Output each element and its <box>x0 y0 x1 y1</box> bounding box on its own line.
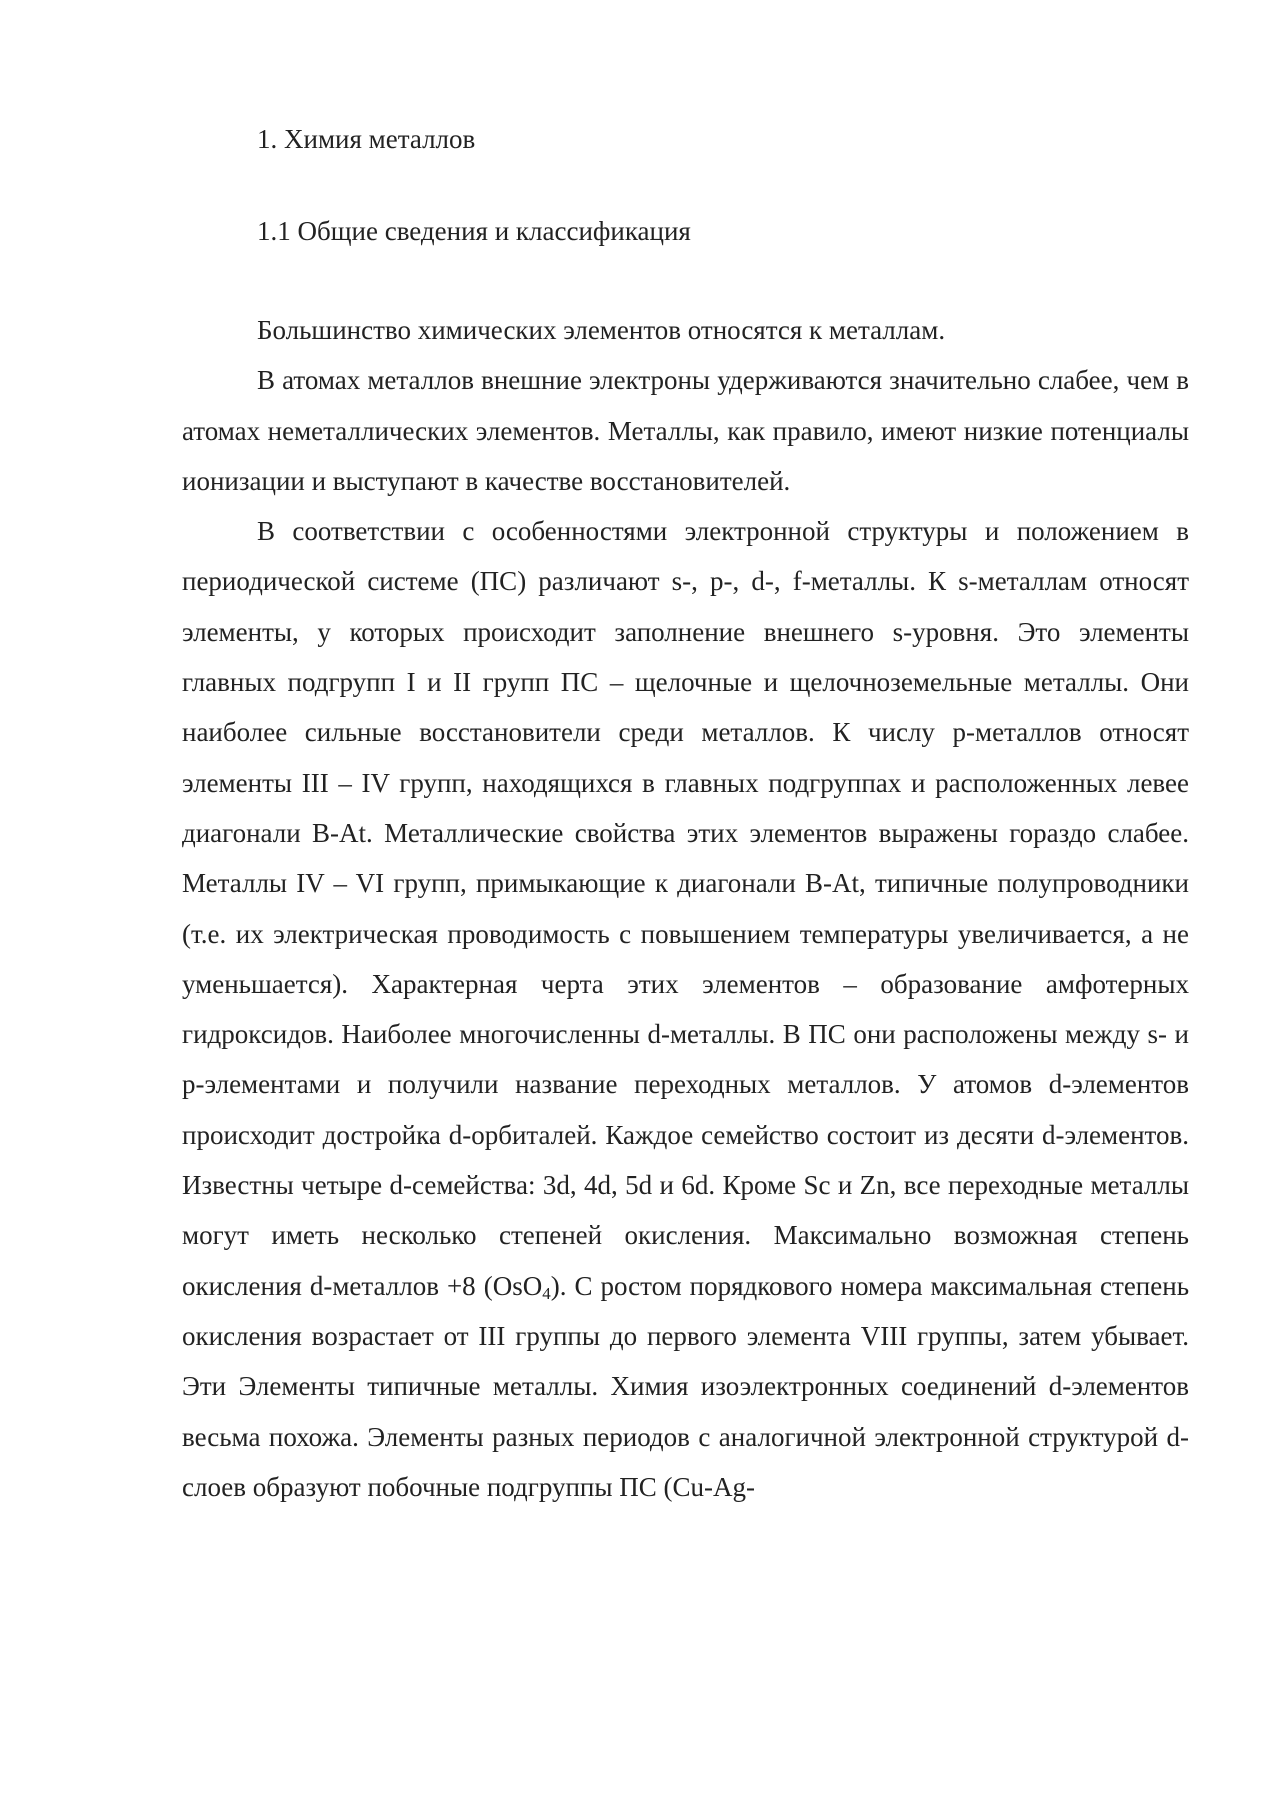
paragraph-3 <box>182 506 1189 1512</box>
paragraph-1: Большинство химических элементов относятся к металлам. <box>257 315 946 345</box>
paragraph-3-text-before-subscript: В соответствии с особенностями электронной структуры и положением в периодической системе (ПС) различают s-, p-, d-, f-металлы. К s-металлам относят элементы, у которых происходит заполнение внешнего s-уровня. Это элементы главных подгрупп I и II групп ПС – щелочные и щелочноземельные металлы. Они наиболее сильные восстановители среди металлов. К числу p-металлов относят элементы III – IV групп, находящихся в главных подгруппах и расположенных левее диагонали B-At. Металлические свойства этих элементов выражены гораздо слабее. Металлы IV – VI групп, примыкающие к диагонали B-At, типичные полупроводники (т.е. их электрическая проводимость с повышением температуры увеличивается, а не уменьшается). Характерная черта этих элементов – образование амфотерных гидроксидов. Наиболее многочисленны d-металлы. В ПС они расположены между s- и p-элементами и получили название переходных металлов. У атомов d-элементов происходит достройка d-орбиталей. Каждое семейство состоит из десяти d-элементов. Известны четыре d-семейства: 3d, 4d, 5d и 6d. Кроме Sc и Zn, все переходные металлы могут иметь несколько степеней окисления. Максимально возможная степень окисления d-металлов +8 (OsO <box>182 516 1190 1301</box>
paragraph-2: В атомах металлов внешние электроны удерживаются значительно слабее, чем в атомах неметаллических элементов. Металлы, как правило, имеют низкие потенциалы ионизации и выступают в качестве восстановителей. <box>182 365 1189 496</box>
osmium-oxide-subscript: 4 <box>542 1283 551 1303</box>
chapter-title: 1. Химия металлов <box>257 124 476 154</box>
paragraph-3-text-after-subscript: ). С ростом порядкового номера максимальная степень окисления возрастает от III группы до первого элемента VIII группы, затем убывает. Эти Элементы типичные металлы. Химия изоэлектронных соединений d-элементов весьма похожа. Элементы разных периодов с аналогичной электронной структурой d-слоев образуют побочные подгруппы ПС (Cu-Ag- <box>182 1270 1190 1502</box>
body-text <box>182 305 1189 1512</box>
section-title: 1.1 Общие сведения и классификация <box>257 216 691 246</box>
